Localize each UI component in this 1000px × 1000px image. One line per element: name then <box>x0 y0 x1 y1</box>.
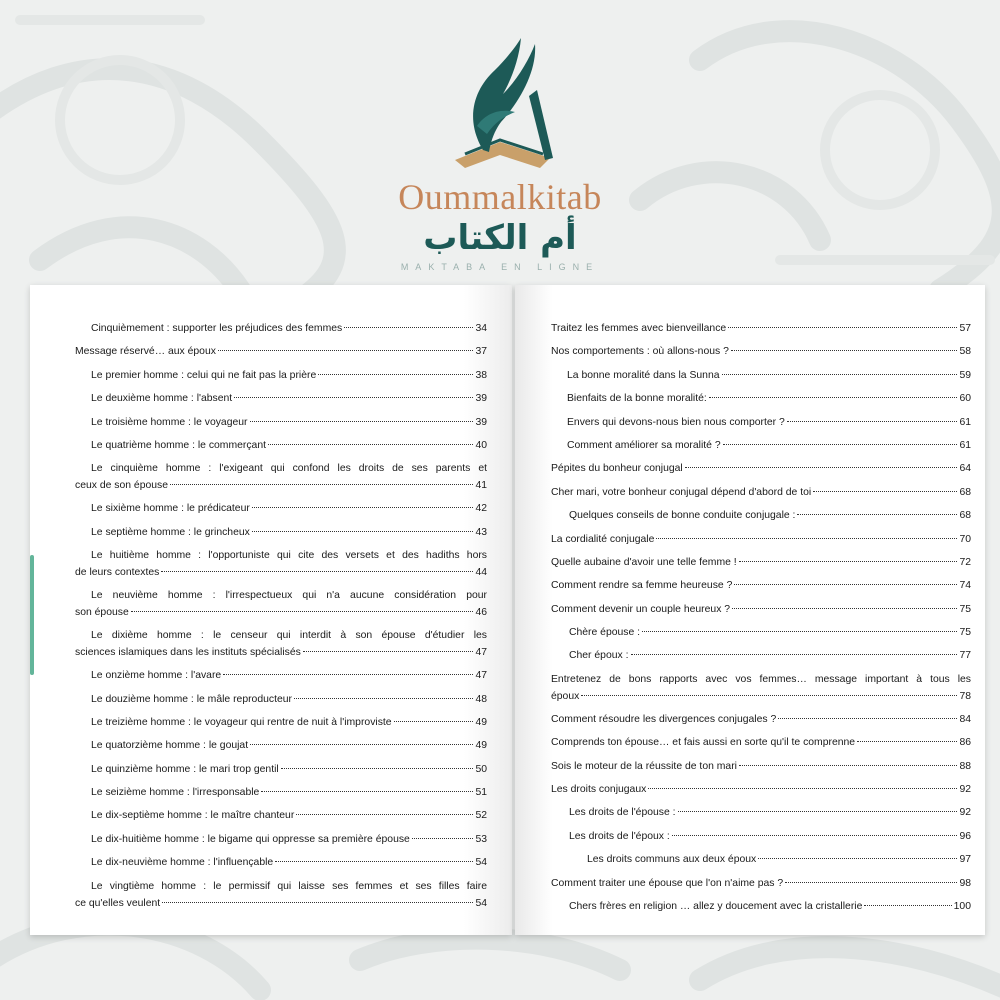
toc-entry: Les droits de l'épouse : 92 <box>569 807 971 819</box>
toc-entry: Le seizième homme : l'irresponsable 51 <box>91 787 487 799</box>
toc-entry: Le treizième homme : le voyageur qui rentre de nuit à l'improviste 49 <box>91 716 487 728</box>
toc-entry: La cordialité conjugale 70 <box>551 533 971 545</box>
brand-tagline: MAKTABA EN LIGNE <box>400 262 600 272</box>
toc-entry: Le dix-septième homme : le maître chanteur 52 <box>91 810 487 822</box>
toc-entry: Comment devenir un couple heureux ? 75 <box>551 603 971 615</box>
toc-entry: Cher mari, votre bonheur conjugal dépend d'abord de toi 68 <box>551 486 971 498</box>
quill-book-logo-icon <box>425 30 575 180</box>
toc-entry: Quelques conseils de bonne conduite conjugale : 68 <box>569 510 971 522</box>
toc-entry: Comment résoudre les divergences conjugales ? 84 <box>551 713 971 725</box>
open-book <box>30 285 985 935</box>
toc-entry: Pépites du bonheur conjugal 64 <box>551 463 971 475</box>
toc-entry: Bienfaits de la bonne moralité: 60 <box>567 393 971 405</box>
brand-logo <box>0 0 1000 290</box>
toc-entry: Comprends ton épouse… et fais aussi en sorte qu'il te comprenne 86 <box>551 737 971 749</box>
toc-entry: Le sixième homme : le prédicateur 42 <box>91 503 487 515</box>
toc-entry: Le quatrième homme : le commerçant 40 <box>91 439 487 451</box>
toc-entry: Le neuvième homme : l'irrespectueux qui n'a aucune considération pour son épouse 46 <box>75 590 487 619</box>
toc-entry: Sois le moteur de la réussite de ton mari 88 <box>551 760 971 772</box>
toc-entry: Le quatorzième homme : le goujat 49 <box>91 740 487 752</box>
toc-entry: Traitez les femmes avec bienveillance 57 <box>551 323 971 334</box>
toc-entry: Les droits de l'époux : 96 <box>569 830 971 842</box>
toc-entry: Cher époux : 77 <box>569 650 971 662</box>
toc-entry: Le dixième homme : le censeur qui interdit à son épouse d'étudier les sciences islamiques dans les instituts spécialisés 47 <box>75 630 487 659</box>
toc-entry: Comment rendre sa femme heureuse ? 74 <box>551 580 971 592</box>
toc-entry: Cinquièmement : supporter les préjudices des femmes 34 <box>91 323 487 334</box>
toc-entry: Quelle aubaine d'avoir une telle femme ! 72 <box>551 556 971 568</box>
toc-entry: Entretenez de bons rapports avec vos femmes… message important à tous les époux 78 <box>551 673 971 702</box>
toc-entry: Le vingtième homme : le permissif qui laisse ses femmes et ses filles faire ce qu'elles veulent 54 <box>75 880 487 909</box>
book-page-left <box>30 285 512 935</box>
toc-entry: Le quinzième homme : le mari trop gentil 50 <box>91 763 487 775</box>
toc-entry: Nos comportements : où allons-nous ? 58 <box>551 346 971 358</box>
toc-entry: Chère épouse : 75 <box>569 627 971 639</box>
toc-entry: Le douzième homme : le mâle reproducteur 48 <box>91 693 487 705</box>
toc-entry: Comment traiter une épouse que l'on n'aime pas ? 98 <box>551 877 971 889</box>
toc-entry: Le premier homme : celui qui ne fait pas la prière 38 <box>91 369 487 381</box>
toc-entry: Le dix-neuvième homme : l'influençable 54 <box>91 857 487 869</box>
toc-entry: Le cinquième homme : l'exigeant qui confond les droits de ses parents et ceux de son épouse 41 <box>75 463 487 492</box>
toc-entry: Le onzième homme : l'avare 47 <box>91 670 487 682</box>
toc-entry: Les droits communs aux deux époux 97 <box>587 854 971 866</box>
toc-entry: Le huitième homme : l'opportuniste qui cite des versets et des hadiths hors de leurs contextes 44 <box>75 550 487 579</box>
toc-left <box>75 317 487 915</box>
brand-arabic-name: أم الكتاب <box>423 218 577 258</box>
toc-entry: Le dix-huitième homme : le bigame qui oppresse sa première épouse 53 <box>91 833 487 845</box>
toc-entry: Le septième homme : le grincheux 43 <box>91 526 487 538</box>
toc-entry: Les droits conjugaux 92 <box>551 784 971 796</box>
brand-name: Oummalkitab <box>398 177 602 217</box>
page-edge-tab <box>30 555 34 675</box>
toc-entry: Chers frères en religion … allez y doucement avec la cristallerie 100 <box>569 900 971 912</box>
toc-right <box>551 317 971 918</box>
toc-entry: Message réservé… aux époux 37 <box>75 346 487 358</box>
toc-entry: Le troisième homme : le voyageur 39 <box>91 416 487 428</box>
book-page-right <box>515 285 985 935</box>
toc-entry: Envers qui devons-nous bien nous comporter ? 61 <box>567 416 971 428</box>
toc-entry: La bonne moralité dans la Sunna 59 <box>567 369 971 381</box>
toc-entry: Le deuxième homme : l'absent 39 <box>91 393 487 405</box>
toc-entry: Comment améliorer sa moralité ? 61 <box>567 439 971 451</box>
